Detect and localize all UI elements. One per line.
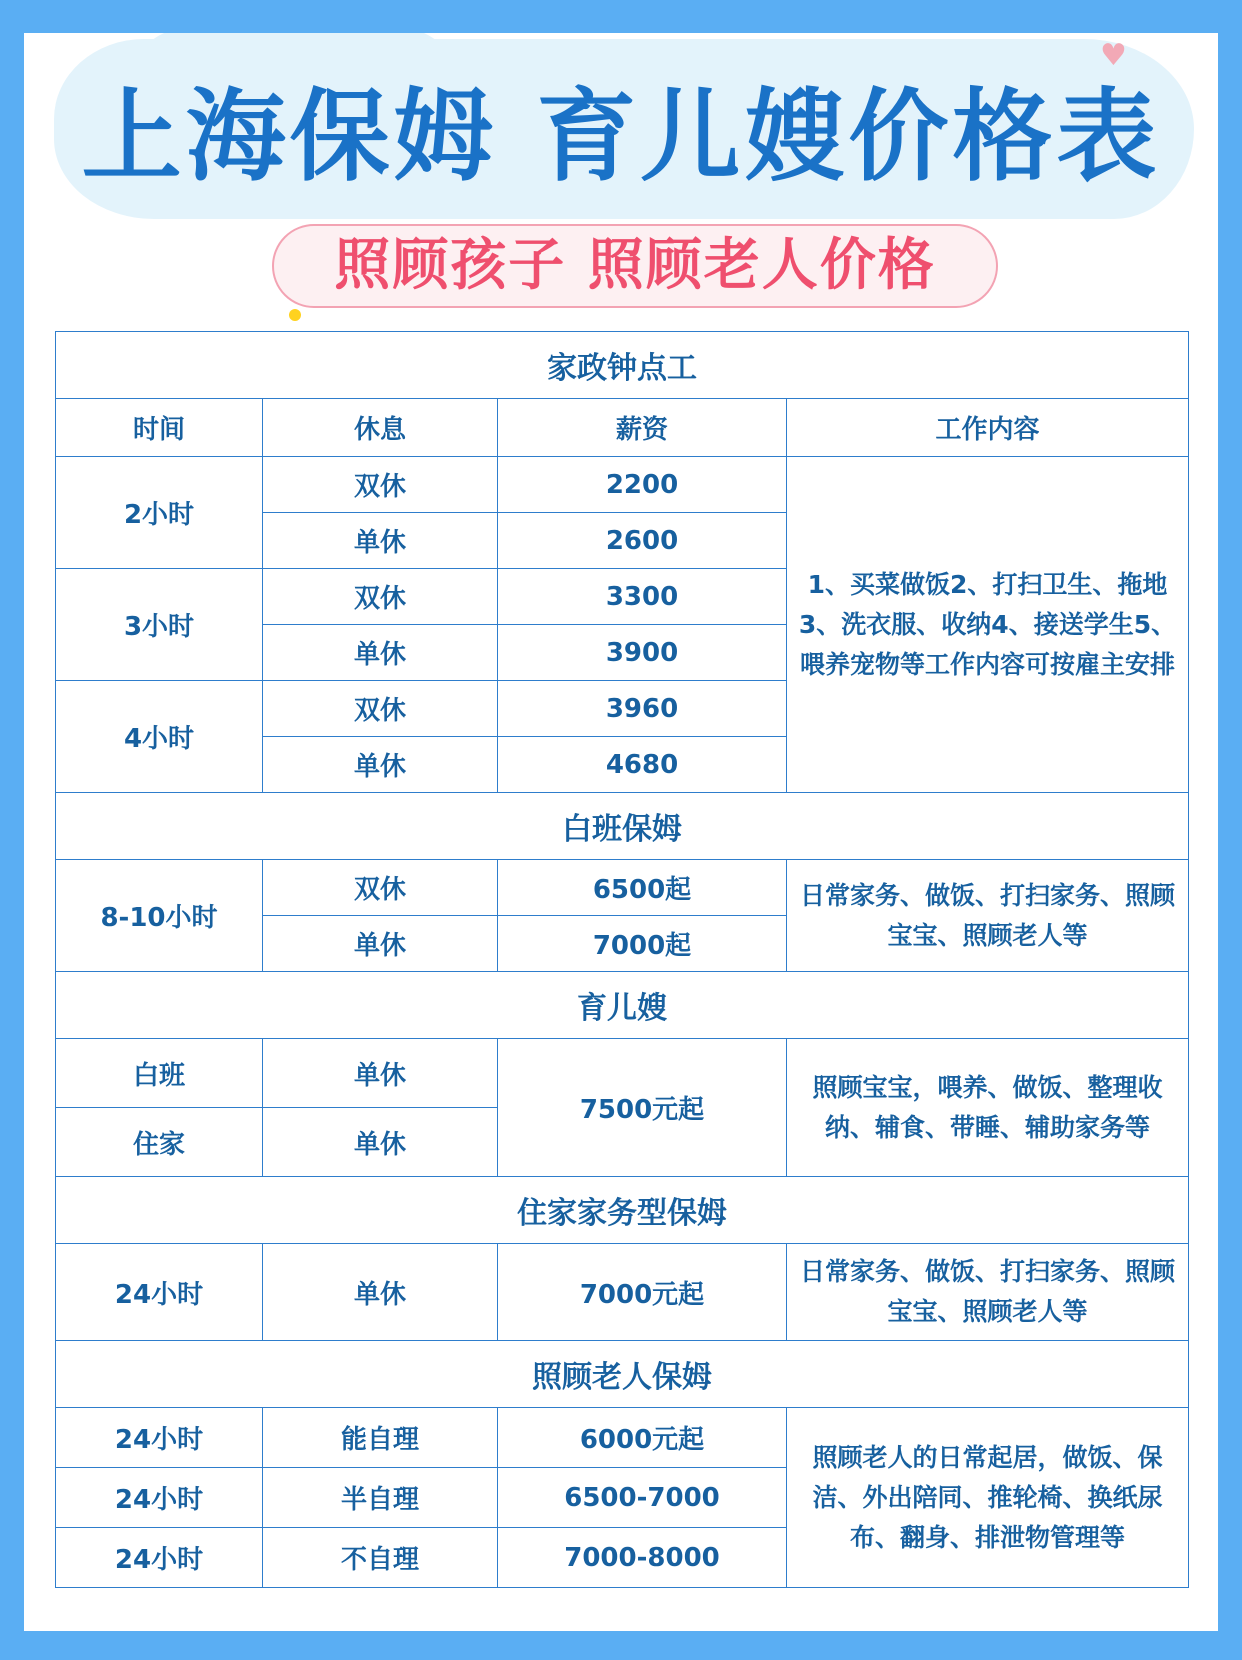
section-row — [56, 1341, 1189, 1408]
section-row — [56, 332, 1189, 399]
rest-cell: 能自理 — [263, 1408, 498, 1468]
content-cell: 照顾老人的日常起居，做饭、保洁、外出陪同、推轮椅、换纸尿布、翻身、排泄物管理等 — [787, 1408, 1189, 1588]
heart-icon: ♥ — [1100, 38, 1127, 73]
salary-cell: 7000-8000 — [498, 1528, 787, 1588]
time-cell: 2小时 — [56, 457, 263, 569]
table-row — [56, 860, 1189, 916]
header-row — [56, 399, 1189, 457]
salary-cell: 3300 — [498, 569, 787, 625]
rest-cell: 单休 — [263, 1244, 498, 1341]
salary-cell: 4680 — [498, 737, 787, 793]
table-row — [56, 1244, 1189, 1341]
salary-cell: 2600 — [498, 513, 787, 569]
content-cell: 日常家务、做饭、打扫家务、照顾宝宝、照顾老人等 — [787, 860, 1189, 972]
price-table — [55, 331, 1189, 1588]
rest-cell: 单休 — [263, 1039, 498, 1108]
salary-cell: 6000元起 — [498, 1408, 787, 1468]
rest-cell: 双休 — [263, 681, 498, 737]
column-header-time: 时间 — [56, 399, 263, 457]
table-row — [56, 1408, 1189, 1468]
salary-cell: 3960 — [498, 681, 787, 737]
time-cell: 8-10小时 — [56, 860, 263, 972]
section-title-hourly: 家政钟点工 — [56, 332, 1189, 399]
rest-cell: 双休 — [263, 457, 498, 513]
time-cell: 24小时 — [56, 1468, 263, 1528]
rest-cell: 单休 — [263, 916, 498, 972]
rest-cell: 双休 — [263, 569, 498, 625]
time-cell: 4小时 — [56, 681, 263, 793]
section-title-nanny: 育儿嫂 — [56, 972, 1189, 1039]
subtitle: 照顾孩子 照顾老人价格 — [334, 233, 936, 298]
time-cell: 24小时 — [56, 1408, 263, 1468]
column-header-content: 工作内容 — [787, 399, 1189, 457]
rest-cell: 不自理 — [263, 1528, 498, 1588]
time-cell: 3小时 — [56, 569, 263, 681]
section-title-day: 白班保姆 — [56, 793, 1189, 860]
section-row — [56, 972, 1189, 1039]
section-title-live-in: 住家家务型保姆 — [56, 1177, 1189, 1244]
section-row — [56, 1177, 1189, 1244]
dot-decoration — [289, 309, 301, 321]
salary-cell: 7000起 — [498, 916, 787, 972]
rest-cell: 单休 — [263, 737, 498, 793]
section-row — [56, 793, 1189, 860]
section-title-elderly: 照顾老人保姆 — [56, 1341, 1189, 1408]
table-row — [56, 457, 1189, 513]
rest-cell: 单休 — [263, 1108, 498, 1177]
time-cell: 24小时 — [56, 1528, 263, 1588]
time-cell: 住家 — [56, 1108, 263, 1177]
rest-cell: 单休 — [263, 513, 498, 569]
page-title: 上海保姆 育儿嫂价格表 — [81, 78, 1161, 195]
content-cell: 1、买菜做饭2、打扫卫生、拖地3、洗衣服、收纳4、接送学生5、喂养宠物等工作内容可按雇主安排 — [787, 457, 1189, 793]
column-header-salary: 薪资 — [498, 399, 787, 457]
rest-cell: 半自理 — [263, 1468, 498, 1528]
rest-cell: 单休 — [263, 625, 498, 681]
rest-cell: 双休 — [263, 860, 498, 916]
column-header-rest: 休息 — [263, 399, 498, 457]
salary-cell: 6500-7000 — [498, 1468, 787, 1528]
salary-cell: 3900 — [498, 625, 787, 681]
content-cell: 照顾宝宝，喂养、做饭、整理收纳、辅食、带睡、辅助家务等 — [787, 1039, 1189, 1177]
time-cell: 24小时 — [56, 1244, 263, 1341]
salary-cell: 7500元起 — [498, 1039, 787, 1177]
time-cell: 白班 — [56, 1039, 263, 1108]
salary-cell: 2200 — [498, 457, 787, 513]
content-cell: 日常家务、做饭、打扫家务、照顾宝宝、照顾老人等 — [787, 1244, 1189, 1341]
subtitle-badge — [272, 224, 998, 308]
table-row — [56, 1039, 1189, 1108]
price-card — [24, 33, 1218, 1631]
salary-cell: 6500起 — [498, 860, 787, 916]
salary-cell: 7000元起 — [498, 1244, 787, 1341]
